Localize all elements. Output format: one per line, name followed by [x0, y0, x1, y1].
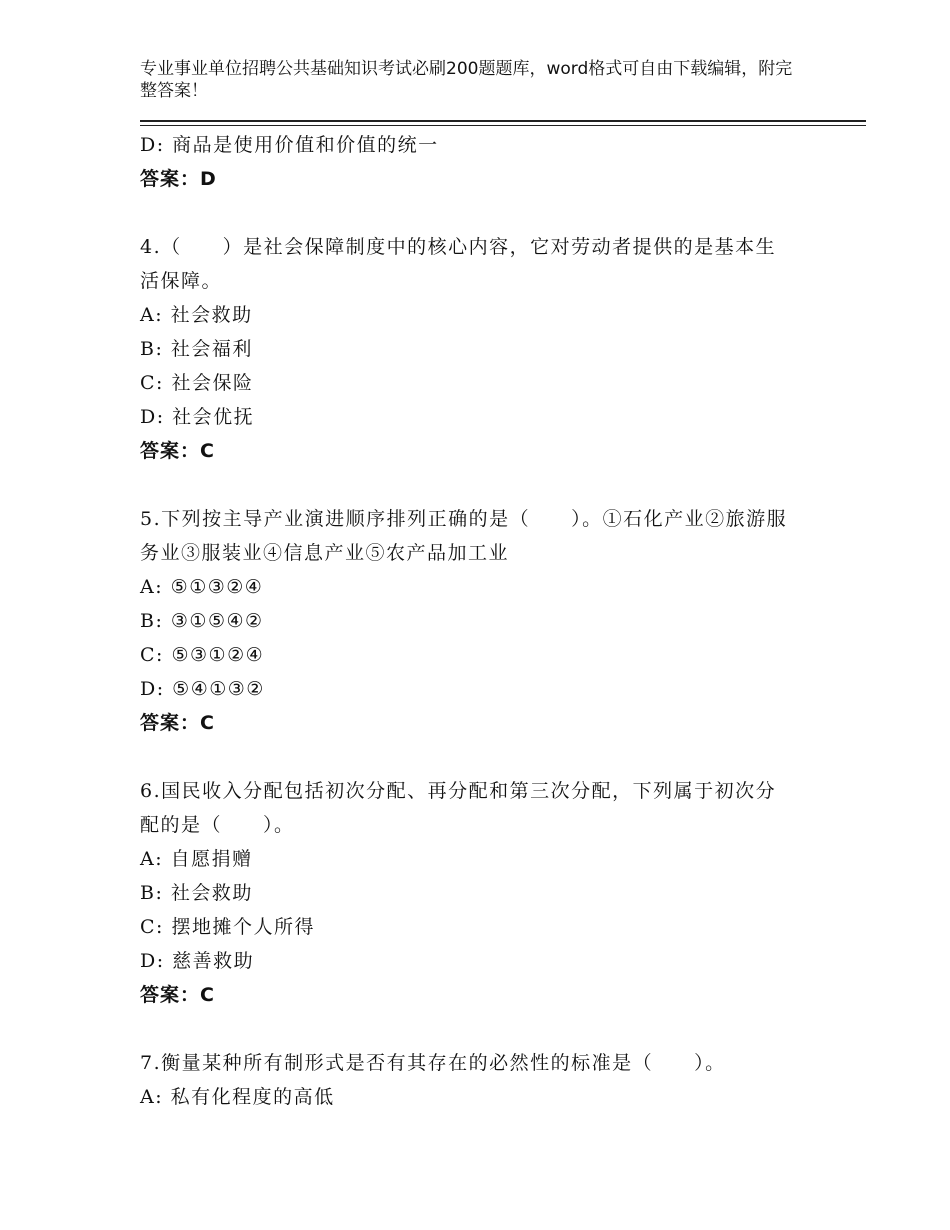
option-a: A: 社会救助 [140, 304, 253, 326]
option-b: B: ③①⑤④② [140, 610, 264, 632]
option-a: A: 自愿捐赠 [140, 848, 253, 870]
option-c: C: 社会保险 [140, 372, 254, 394]
answer-line: 答案：C [140, 712, 215, 734]
question-stem: 6.国民收入分配包括初次分配、再分配和第三次分配，下列属于初次分配的是（ ）。 [140, 780, 777, 836]
header-divider-thin [140, 125, 866, 126]
question-list [140, 128, 800, 1114]
spacer [140, 468, 800, 502]
document-header: 专业事业单位招聘公共基础知识考试必刷200题题库，word格式可自由下载编辑，附完整答案！ [140, 59, 793, 101]
question-stem: 7.衡量某种所有制形式是否有其存在的必然性的标准是（ ）。 [140, 1052, 726, 1074]
answer-line: 答案：D [140, 168, 217, 190]
spacer [140, 196, 800, 230]
option-d: D: 商品是使用价值和价值的统一 [140, 134, 439, 156]
option-a: A: ⑤①③②④ [140, 576, 264, 598]
question-stem: 4.（ ）是社会保障制度中的核心内容，它对劳动者提供的是基本生活保障。 [140, 236, 777, 292]
answer-line: 答案：C [140, 440, 215, 462]
option-d: D: ⑤④①③② [140, 678, 265, 700]
option-c: C: ⑤③①②④ [140, 644, 265, 666]
option-b: B: 社会救助 [140, 882, 253, 904]
option-b: B: 社会福利 [140, 338, 253, 360]
option-d: D: 社会优抚 [140, 406, 255, 428]
option-a: A: 私有化程度的高低 [140, 1086, 335, 1108]
header-divider [140, 120, 866, 122]
spacer [140, 740, 800, 774]
question-stem: 5.下列按主导产业演进顺序排列正确的是（ ）。①石化产业②旅游服务业③服装业④信息产业⑤农产品加工业 [140, 508, 788, 564]
spacer [140, 1012, 800, 1046]
option-c: C: 摆地摊个人所得 [140, 916, 315, 938]
option-d: D: 慈善救助 [140, 950, 255, 972]
answer-line: 答案：C [140, 984, 215, 1006]
